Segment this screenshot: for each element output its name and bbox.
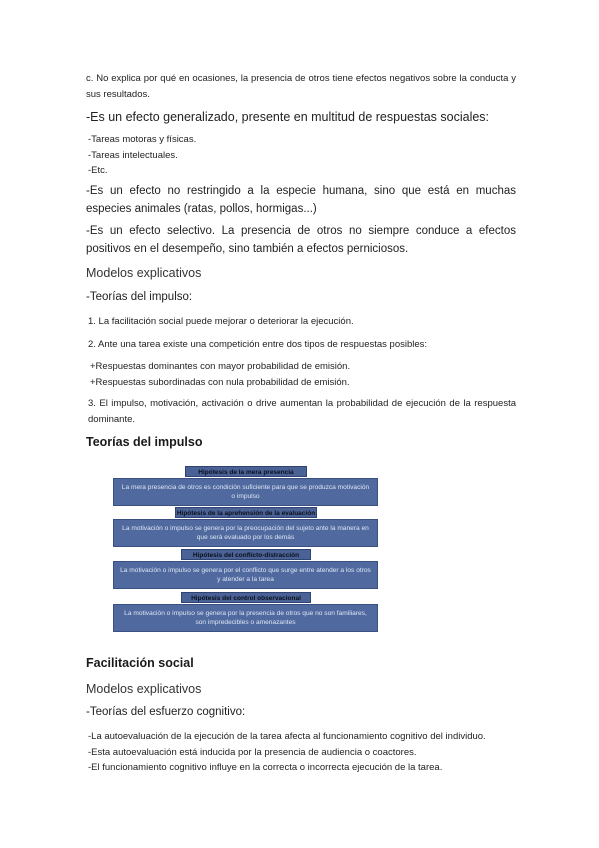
paragraph-especie: -Es un efecto no restringido a la especie humana, sino que está en muchas especies animales (ratas, pollos, hormigas...) [86, 185, 516, 215]
list-item: -Tareas motoras y físicas. [88, 134, 197, 145]
diagram-header: Hipótesis de la mera presencia [185, 466, 307, 477]
hypotheses-diagram [113, 462, 378, 637]
heading-teorias-impulso: -Teorías del impulso: [86, 291, 193, 303]
list-item: -El funcionamiento cognitivo influye en la correcta o incorrecta ejecución de la tarea. [88, 762, 443, 773]
numbered-item-2: 2. Ante una tarea existe una competición entre dos tipos de respuestas posibles: [88, 339, 428, 350]
heading-modelos-explicativos-2: Modelos explicativos [86, 682, 202, 696]
heading-teorias-impulso-bold: Teorías del impulso [86, 435, 203, 449]
diagram-box: La mera presencia de otros es condición suficiente para que se produzca motivación o impulso [113, 478, 378, 506]
list-item: -Etc. [88, 165, 108, 176]
list-item: -Tareas intelectuales. [88, 149, 178, 161]
paragraph-generalizado: -Es un efecto generalizado, presente en multitud de respuestas sociales: [86, 110, 490, 124]
heading-facilitacion-social: Facilitación social [86, 656, 194, 670]
diagram-header: Hipótesis del control observacional [181, 592, 311, 603]
list-esfuerzo [88, 729, 486, 776]
list-respuestas [90, 359, 350, 390]
diagram-box: La motivación o impulso se genera por la preocupación del sujeto ante la manera en que será evaluado por los demás [113, 519, 378, 547]
paragraph-selectivo: -Es un efecto selectivo. La presencia de otros no siempre conduce a efectos positivos en el desempeño, sino también a efectos perniciosos. [86, 225, 516, 255]
numbered-item-3: 3. El impulso, motivación, activación o drive aumentan la probabilidad de ejecución de la respuesta dominante. [88, 398, 516, 425]
list-item: -La autoevaluación de la ejecución de la tarea afecta al funcionamiento cognitivo del individuo. [88, 731, 486, 742]
list-item: +Respuestas dominantes con mayor probabilidad de emisión. [90, 361, 351, 372]
diagram-header: Hipótesis del conflicto-distracción [181, 549, 311, 560]
list-item: +Respuestas subordinadas con nula probabilidad de emisión. [90, 376, 350, 388]
heading-teorias-esfuerzo: -Teorías del esfuerzo cognitivo: [86, 706, 246, 718]
paragraph-c: c. No explica por qué en ocasiones, la presencia de otros tiene efectos negativos sobre la conducta y sus resultados. [86, 73, 516, 100]
diagram-header: Hipótesis de la aprehensión de la evaluación [175, 507, 317, 518]
list-tareas [88, 132, 196, 179]
diagram-box: La motivación o impulso se genera por el conflicto que surge entre atender a los otros y atender a la tarea [113, 561, 378, 589]
diagram-box: La motivación o impulso se genera por la presencia de otros que no son familiares, son impredecibles o amenazantes [113, 604, 378, 632]
list-item: -Esta autoevaluación está inducida por la presencia de audiencia o coactores. [88, 746, 417, 758]
numbered-item-1: 1. La facilitación social puede mejorar o deteriorar la ejecución. [88, 316, 354, 327]
heading-modelos-explicativos: Modelos explicativos [86, 266, 202, 280]
